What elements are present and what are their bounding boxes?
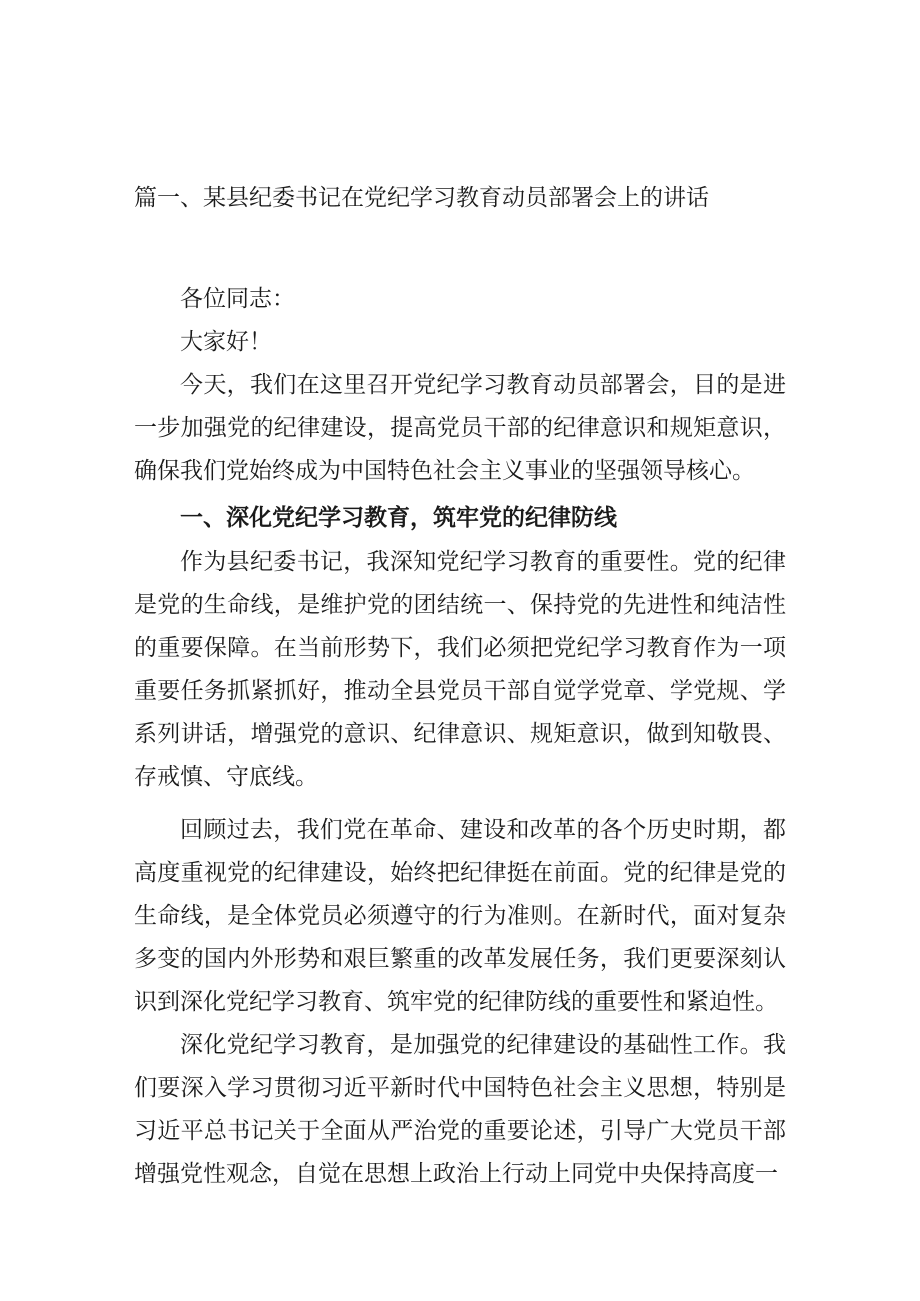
greeting: 大家好！ xyxy=(180,329,272,355)
document-title: 篇一、某县纪委书记在党纪学习教育动员部署会上的讲话 xyxy=(134,185,709,211)
document-body xyxy=(134,278,786,1196)
salutation: 各位同志： xyxy=(180,286,295,312)
section-heading: 一、深化党纪学习教育，筑牢党的纪律防线 xyxy=(180,505,617,531)
body-paragraph: 作为县纪委书记，我深知党纪学习教育的重要性。党的纪律是党的生命线，是维护党的团结统一、保持党的先进性和纯洁性的重要保障。在当前形势下，我们必须把党纪学习教育作为一项重要任务抓紧抓好，推动全县党员干部自觉学党章、学党规、学系列讲话，增强党的意识、纪律意识、规矩意识，做到知敬畏、存戒慎、守底线。 xyxy=(134,549,786,790)
body-paragraph: 深化党纪学习教育，是加强党的纪律建设的基础性工作。我们要深入学习贯彻习近平新时代中国特色社会主义思想，特别是习近平总书记关于全面从严治党的重要论述，引导广大党员干部增强党性观念，自觉在思想上政治上行动上同党中央保持高度一 xyxy=(134,1032,786,1187)
body-paragraph: 回顾过去，我们党在革命、建设和改革的各个历史时期，都高度重视党的纪律建设，始终把纪律挺在前面。党的纪律是党的生命线，是全体党员必须遵守的行为准则。在新时代，面对复杂多变的国内外形势和艰巨繁重的改革发展任务，我们更要深刻认识到深化党纪学习教育、筑牢党的纪律防线的重要性和紧迫性。 xyxy=(134,817,786,1015)
intro-paragraph: 今天，我们在这里召开党纪学习教育动员部署会，目的是进一步加强党的纪律建设，提高党员干部的纪律意识和规矩意识，确保我们党始终成为中国特色社会主义事业的坚强领导核心。 xyxy=(134,372,786,484)
